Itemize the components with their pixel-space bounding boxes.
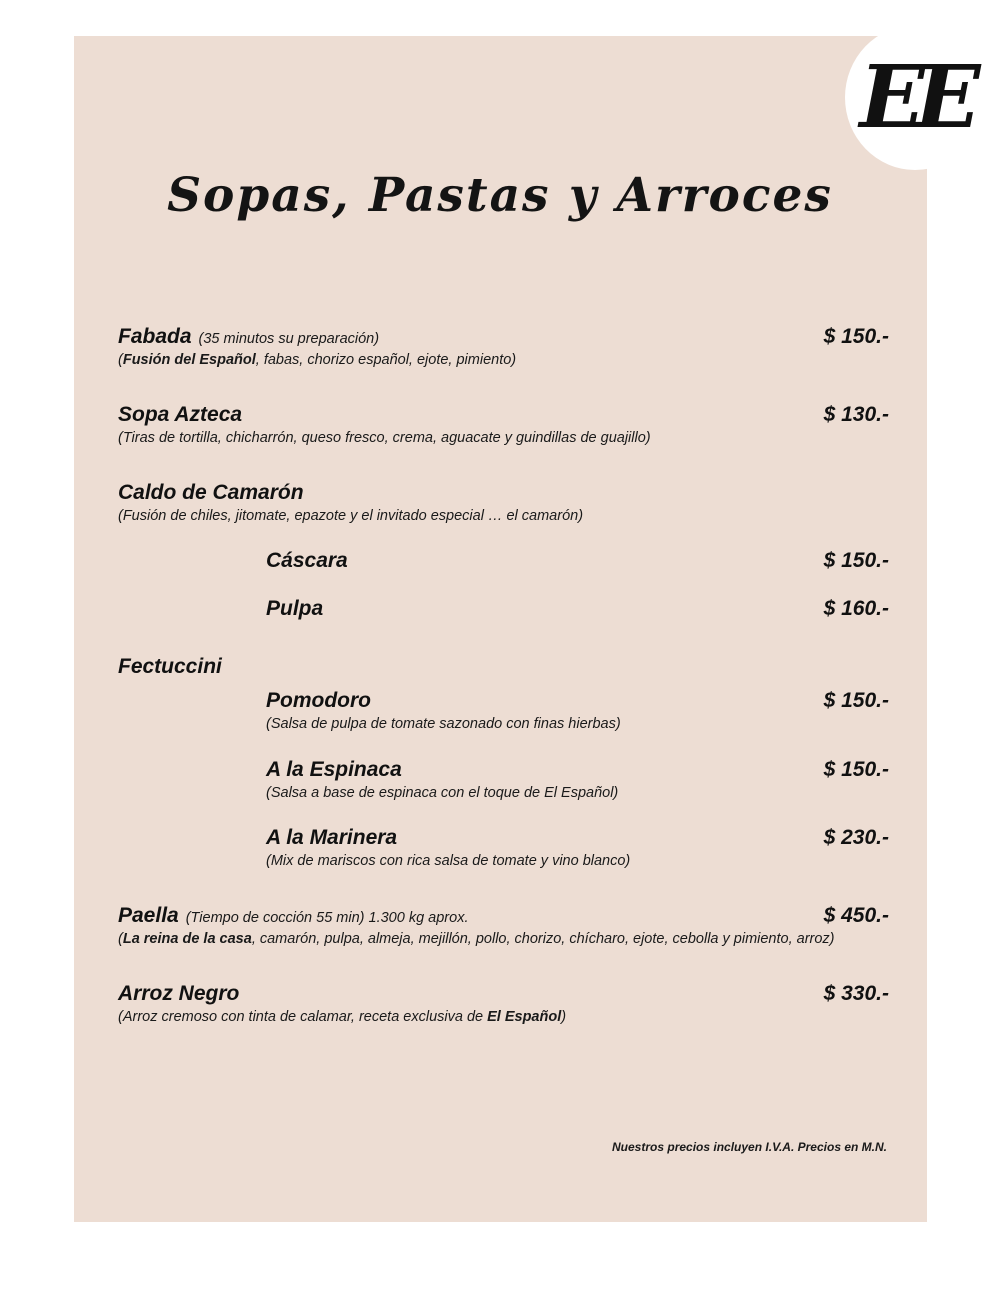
page-title: Sopas, Pastas y Arroces [167,168,833,223]
item-price: $ 330.- [823,981,889,1005]
item-description [118,351,927,369]
monogram-icon: EE [859,47,971,148]
item-name: Pomodoro [266,689,371,713]
item-price: $ 150.- [823,757,889,781]
menu-item-a-la-espinaca [74,758,927,802]
item-price: $ 150.- [823,689,889,713]
item-price: $ 230.- [823,825,889,849]
item-name: Cáscara [266,549,348,573]
item-note: (35 minutos su preparación) [198,331,380,347]
item-description: (Mix de mariscos con rica salsa de tomate y vino blanco) [266,852,631,869]
desc-post: , camarón, pulpa, almeja, mejillón, pollo, chorizo, chícharo, ejote, cebolla y pimiento, arroz) [251,930,835,947]
desc-pre: ( [118,930,123,947]
item-description [118,1008,927,1026]
item-note: (Tiempo de cocción 55 min) 1.300 kg aprox. [185,909,469,926]
item-name: Paella [118,903,179,927]
menu-item-arroz-negro [74,982,927,1026]
menu-item-a-la-marinera [74,826,927,870]
item-price: $ 150.- [823,549,889,573]
desc-post: , fabas, chorizo español, ejote, pimiento) [255,352,517,368]
menu-item-pulpa [74,597,927,621]
item-name: Pulpa [266,597,324,621]
item-description: (Tiras de tortilla, chicharrón, queso fresco, crema, aguacate y guindillas de guajillo) [118,430,651,447]
price-footnote: Nuestros precios incluyen I.V.A. Precios en M.N. [612,1140,887,1154]
item-price: $ 150.- [823,325,889,348]
menu-item-caldo-de-camaron [74,481,927,525]
desc-pre: ( [118,352,123,368]
desc-pre: (Arroz cremoso con tinta de calamar, receta exclusiva de [118,1008,488,1025]
desc-bold: El Español [487,1008,562,1025]
item-name: A la Marinera [266,825,398,849]
menu-group-fectuccini: Fectuccini [118,655,222,679]
item-description: (Fusión de chiles, jitomate, epazote y el invitado especial … el camarón) [118,508,584,525]
item-description: (Salsa a base de espinaca con el toque de El Español) [266,784,619,801]
item-name: Sopa Azteca [118,403,243,427]
menu-item-sopa-azteca [74,403,927,447]
item-description: (Salsa de pulpa de tomate sazonado con finas hierbas) [266,716,621,733]
item-price: $ 160.- [823,597,889,621]
menu-item-cascara [74,549,927,573]
menu-item-fabada [74,325,927,369]
menu-items-list [74,325,927,1030]
menu-item-pomodoro [74,689,927,733]
item-name: Arroz Negro [118,981,240,1005]
item-name: A la Espinaca [266,757,402,781]
item-price: $ 450.- [823,903,889,927]
item-name: Caldo de Camarón [118,481,304,505]
item-name: Fabada [118,325,192,348]
desc-post: ) [561,1008,567,1025]
item-description [118,930,927,948]
desc-bold: La reina de la casa [122,930,252,947]
item-price: $ 130.- [823,403,889,427]
desc-bold: Fusión del Español [122,352,256,368]
menu-item-paella [74,904,927,948]
